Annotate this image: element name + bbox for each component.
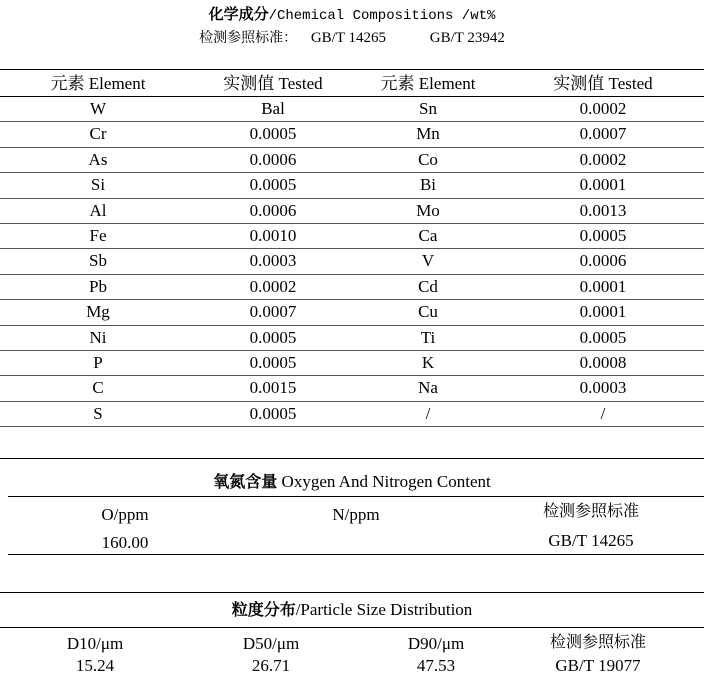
chem-row-rule xyxy=(0,401,704,402)
on-title xyxy=(0,472,704,492)
chem-cell: Mn xyxy=(416,124,440,144)
chem-cell: As xyxy=(88,149,108,169)
psd-standard-value: GB/T 19077 xyxy=(555,656,641,675)
on-n-label: N/ppm xyxy=(332,505,380,524)
psd-title-cn: 粒度分布 xyxy=(231,600,296,619)
chem-row-rule xyxy=(0,248,704,249)
chem-cell: 0.0001 xyxy=(579,276,627,296)
chem-cell: Na xyxy=(418,378,438,398)
chem-row-rule xyxy=(0,426,704,427)
chem-cell: 0.0003 xyxy=(579,378,627,398)
chem-row-rule xyxy=(0,121,704,122)
psd-standard-label: 检测参照标准 xyxy=(549,632,646,651)
chem-cell: S xyxy=(93,403,103,423)
psd-d50-value: 26.71 xyxy=(251,656,291,675)
chem-cell: 0.0002 xyxy=(579,149,627,169)
chem-cell: Bi xyxy=(419,175,437,195)
chem-cell: 0.0005 xyxy=(249,124,297,144)
chem-header-cell: 元素 Element xyxy=(50,74,146,93)
chem-header-rule xyxy=(0,96,704,97)
on-o-label: O/ppm xyxy=(101,505,149,524)
chem-cell: Al xyxy=(89,200,107,220)
chem-cell: Sb xyxy=(89,251,107,271)
chem-cell: 0.0005 xyxy=(249,403,297,423)
chem-cell: V xyxy=(421,251,435,271)
chem-cell: 0.0005 xyxy=(579,226,627,245)
chem-cell: 0.0006 xyxy=(249,149,297,169)
on-top-rule xyxy=(0,458,704,459)
chem-cell: Co xyxy=(418,149,438,169)
psd-d90-value: 47.53 xyxy=(416,656,456,675)
psd-title xyxy=(0,600,704,620)
chem-header-cell: 元素 Element xyxy=(380,74,476,93)
chem-row-rule xyxy=(0,223,704,224)
chem-cell: Cu xyxy=(418,302,438,322)
chem-standard-label: 检测参照标准： xyxy=(199,30,298,46)
chem-cell: 0.0008 xyxy=(579,353,627,372)
chem-cell: / xyxy=(425,403,431,423)
chem-cell: Fe xyxy=(89,226,107,245)
chem-cell: 0.0005 xyxy=(249,327,297,347)
chem-title-en: /Chemical Compositions /wt% xyxy=(268,8,496,24)
psd-d10-value: 15.24 xyxy=(75,656,115,675)
chem-row-rule xyxy=(0,172,704,173)
chem-row-rule xyxy=(0,299,704,300)
psd-d90-label: D90/μm xyxy=(407,634,465,653)
chem-cell: Mo xyxy=(416,200,440,220)
chem-row-rule xyxy=(0,350,704,351)
on-standard-label: 检测参照标准 xyxy=(542,501,639,520)
psd-title-en: /Particle Size Distribution xyxy=(295,600,473,619)
chem-cell: P xyxy=(93,353,103,372)
chem-cell: 0.0003 xyxy=(249,251,297,271)
chem-cell: 0.0013 xyxy=(579,200,627,220)
chem-cell: Mg xyxy=(86,302,110,322)
chem-cell: 0.0005 xyxy=(249,353,297,372)
chem-header-cell: 实测值 Tested xyxy=(223,74,323,93)
chem-cell: 0.0007 xyxy=(249,302,297,322)
chem-cell: Ca xyxy=(418,226,438,245)
chem-cell: Si xyxy=(90,175,106,195)
chem-row-rule xyxy=(0,325,704,326)
chem-top-rule xyxy=(0,69,704,70)
chem-cell: Cd xyxy=(418,276,438,296)
on-title-cn: 氧氮含量 xyxy=(213,472,278,491)
chem-cell: Cr xyxy=(89,124,107,144)
psd-d10-label: D10/μm xyxy=(66,634,124,653)
chem-cell: 0.0015 xyxy=(249,378,297,398)
chem-cell: Ti xyxy=(420,327,436,347)
chem-row-rule xyxy=(0,198,704,199)
chem-cell: 0.0006 xyxy=(249,200,297,220)
chem-cell: Ni xyxy=(89,327,107,347)
chem-title xyxy=(0,4,704,26)
chem-cell: 0.0005 xyxy=(249,175,297,195)
chem-cell: / xyxy=(600,403,606,423)
chem-cell: 0.0006 xyxy=(579,251,627,271)
chem-cell: Sn xyxy=(419,99,437,118)
chem-standards xyxy=(0,28,704,48)
chem-cell: 0.0005 xyxy=(579,327,627,347)
chem-cell: 0.0001 xyxy=(579,175,627,195)
psd-title-rule xyxy=(0,627,704,628)
chem-cell: W xyxy=(89,99,107,118)
chem-cell: C xyxy=(92,378,104,398)
chem-row-rule xyxy=(0,274,704,275)
on-standard-value: GB/T 14265 xyxy=(548,531,634,550)
chem-title-cn: 化学成分 xyxy=(208,5,269,23)
chem-row-rule xyxy=(0,375,704,376)
chem-row-rule xyxy=(0,147,704,148)
on-o-value: 160.00 xyxy=(101,533,149,552)
chem-standard-1: GB/T 14265 xyxy=(310,30,386,46)
chem-standard-2: GB/T 23942 xyxy=(429,30,505,46)
on-title-en: Oxygen And Nitrogen Content xyxy=(277,472,491,491)
chem-cell: 0.0010 xyxy=(249,226,297,245)
on-bottom-rule xyxy=(8,554,704,555)
psd-top-rule xyxy=(0,592,704,593)
chem-header-cell: 实测值 Tested xyxy=(553,74,653,93)
on-title-rule xyxy=(8,496,704,497)
chem-cell: 0.0002 xyxy=(579,99,627,118)
chem-cell: 0.0007 xyxy=(579,124,627,144)
chem-cell: Pb xyxy=(89,276,107,296)
psd-d50-label: D50/μm xyxy=(242,634,300,653)
chem-cell: K xyxy=(421,353,435,372)
chem-cell: 0.0002 xyxy=(249,276,297,296)
chem-cell: Bal xyxy=(261,99,285,118)
chem-cell: 0.0001 xyxy=(579,302,627,322)
